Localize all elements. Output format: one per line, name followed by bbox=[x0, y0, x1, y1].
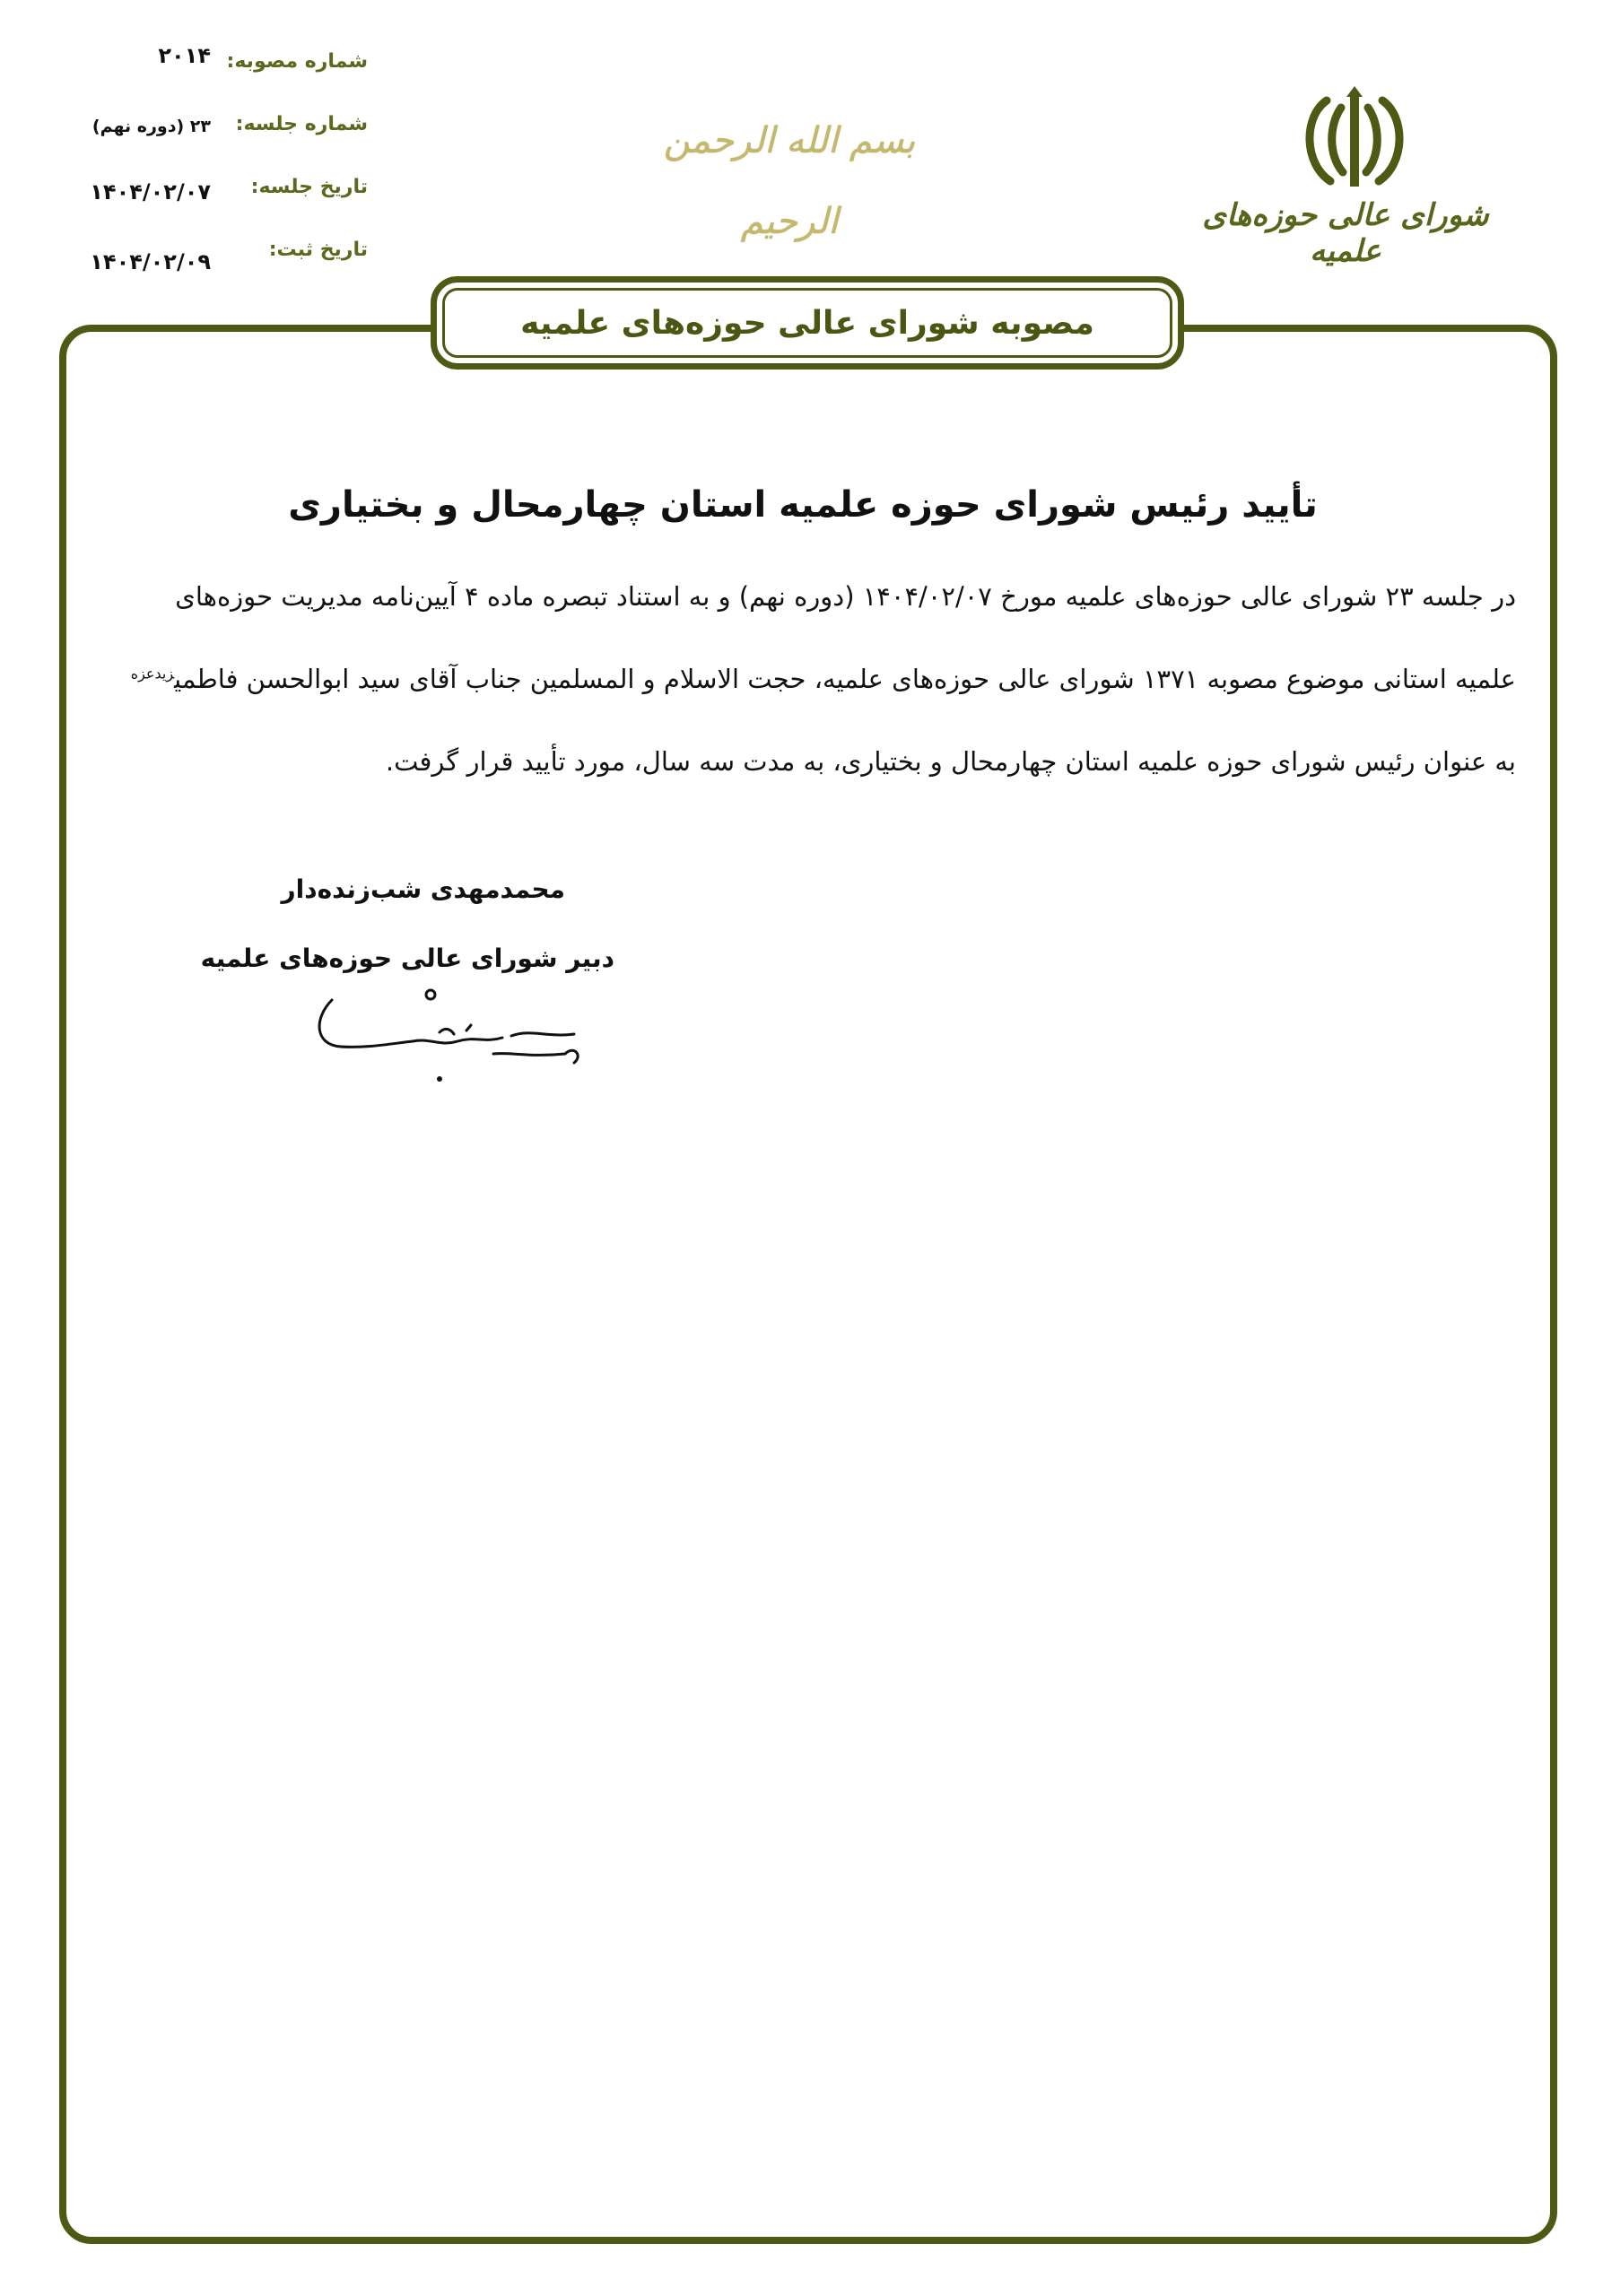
signatory-name: محمدمهدی شب‌زنده‌دار bbox=[281, 874, 565, 904]
title-box bbox=[431, 276, 1184, 370]
registration-date-value: ۱۴۰۴/۰۲/۰۹ bbox=[90, 249, 211, 274]
body-line-2-text: علمیه استانی موضوع مصوبه ۱۳۷۱ شورای عالی حوزه‌های علمیه، حجت الاسلام و المسلمین جناب آقای سید ابوالحسن فاطمی bbox=[174, 664, 1516, 694]
council-name: شورای عالی حوزه‌های علمیه bbox=[1202, 197, 1489, 269]
body-line-2 bbox=[117, 664, 1516, 694]
document-title: تأیید رئیس شورای حوزه علمیه استان چهارمحال و بختیاری bbox=[288, 484, 1318, 526]
iran-emblem-icon bbox=[1287, 81, 1422, 197]
body-line-3: به عنوان رئیس شورای حوزه علمیه استان چهارمحال و بختیاری، به مدت سه سال، مورد تأیید قرار گرفت. bbox=[385, 746, 1516, 777]
approval-number-label: شماره مصوبه: bbox=[226, 50, 368, 73]
session-number-value: ۲۳ (دوره نهم) bbox=[91, 117, 211, 136]
honorific-superscript: زیدعزه bbox=[130, 665, 175, 683]
basmala: بسم الله الرحمن الرحیم bbox=[663, 120, 916, 242]
body-line-1: در جلسه ۲۳ شورای عالی حوزه‌های علمیه مورخ ۱۴۰۴/۰۲/۰۷ (دوره نهم) و به استناد تبصره ماده ۴ آیین‌نامه مدیریت حوزه‌های bbox=[175, 581, 1516, 612]
session-date-value: ۱۴۰۴/۰۲/۰۷ bbox=[90, 179, 211, 204]
handwritten-signature bbox=[305, 982, 592, 1090]
approval-number-value: ۲۰۱۴ bbox=[158, 43, 211, 68]
document-frame bbox=[59, 325, 1557, 2244]
registration-date-label: تاریخ ثبت: bbox=[268, 239, 368, 261]
session-number-label: شماره جلسه: bbox=[235, 113, 368, 135]
signatory-position: دبیر شورای عالی حوزه‌های علمیه bbox=[200, 944, 614, 973]
title-box-label: مصوبه شورای عالی حوزه‌های علمیه bbox=[520, 304, 1094, 342]
session-date-label: تاریخ جلسه: bbox=[250, 176, 368, 198]
